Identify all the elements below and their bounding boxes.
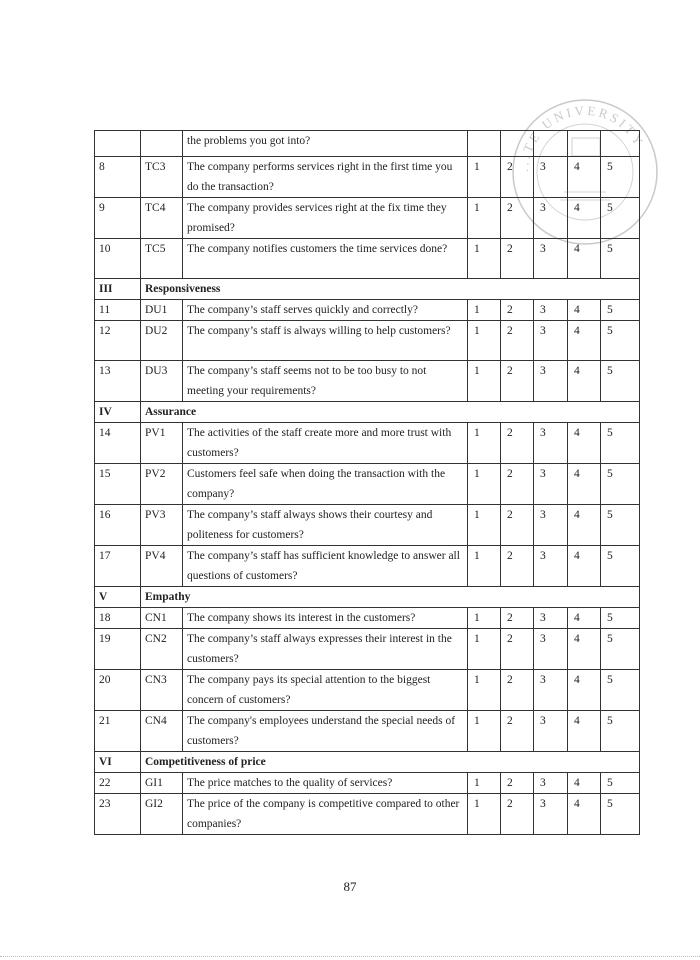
section-roman-numeral: IV bbox=[95, 402, 141, 423]
likert-scale-1: 1 bbox=[468, 198, 501, 239]
question-row bbox=[95, 711, 640, 752]
question-text: The price of the company is competitive compared to other companies? bbox=[183, 794, 468, 835]
question-text: The company’s staff always shows their courtesy and politeness for customers? bbox=[183, 505, 468, 546]
likert-scale-2: 2 bbox=[501, 670, 534, 711]
likert-scale-3: 3 bbox=[534, 608, 568, 629]
likert-scale-4: 4 bbox=[568, 361, 601, 402]
item-number: 19 bbox=[95, 629, 141, 670]
likert-scale-4: 4 bbox=[568, 505, 601, 546]
question-row bbox=[95, 239, 640, 279]
question-text: The company's employees understand the special needs of customers? bbox=[183, 711, 468, 752]
question-row bbox=[95, 794, 640, 835]
likert-scale-3: 3 bbox=[534, 157, 568, 198]
likert-scale-3: 3 bbox=[534, 239, 568, 279]
item-code: PV2 bbox=[141, 464, 183, 505]
question-text: The activities of the staff create more and more trust with customers? bbox=[183, 423, 468, 464]
question-row bbox=[95, 198, 640, 239]
likert-scale-4: 4 bbox=[568, 423, 601, 464]
section-title: Competitiveness of price bbox=[141, 752, 640, 773]
likert-scale-4: 4 bbox=[568, 157, 601, 198]
likert-scale-1: 1 bbox=[468, 711, 501, 752]
likert-scale-2: 2 bbox=[501, 629, 534, 670]
likert-scale-3: 3 bbox=[534, 464, 568, 505]
likert-scale-2: 2 bbox=[501, 794, 534, 835]
likert-scale-3 bbox=[534, 131, 568, 157]
likert-scale-4: 4 bbox=[568, 670, 601, 711]
likert-scale-4: 4 bbox=[568, 464, 601, 505]
likert-scale-2: 2 bbox=[501, 239, 534, 279]
question-text: The company’s staff always expresses their interest in the customers? bbox=[183, 629, 468, 670]
likert-scale-1: 1 bbox=[468, 423, 501, 464]
likert-scale-2: 2 bbox=[501, 773, 534, 794]
likert-scale-3: 3 bbox=[534, 670, 568, 711]
likert-scale-5: 5 bbox=[601, 608, 640, 629]
likert-scale-2: 2 bbox=[501, 361, 534, 402]
item-code: PV1 bbox=[141, 423, 183, 464]
likert-scale-4: 4 bbox=[568, 321, 601, 361]
item-code: TC4 bbox=[141, 198, 183, 239]
question-row bbox=[95, 670, 640, 711]
likert-scale-2: 2 bbox=[501, 423, 534, 464]
question-row bbox=[95, 505, 640, 546]
likert-scale-5: 5 bbox=[601, 464, 640, 505]
likert-scale-3: 3 bbox=[534, 711, 568, 752]
likert-scale-3: 3 bbox=[534, 546, 568, 587]
question-text: The company performs services right in the first time you do the transaction? bbox=[183, 157, 468, 198]
section-header-row bbox=[95, 402, 640, 423]
likert-scale-5: 5 bbox=[601, 321, 640, 361]
item-number: 17 bbox=[95, 546, 141, 587]
likert-scale-4 bbox=[568, 131, 601, 157]
item-number: 18 bbox=[95, 608, 141, 629]
item-number: 13 bbox=[95, 361, 141, 402]
likert-scale-4: 4 bbox=[568, 711, 601, 752]
question-row bbox=[95, 321, 640, 361]
section-roman-numeral: V bbox=[95, 587, 141, 608]
likert-scale-3: 3 bbox=[534, 794, 568, 835]
question-row bbox=[95, 157, 640, 198]
item-number: 12 bbox=[95, 321, 141, 361]
likert-scale-3: 3 bbox=[534, 773, 568, 794]
item-code: TC5 bbox=[141, 239, 183, 279]
section-header-row bbox=[95, 752, 640, 773]
item-number: 14 bbox=[95, 423, 141, 464]
likert-scale-4: 4 bbox=[568, 300, 601, 321]
question-text: the problems you got into? bbox=[183, 131, 468, 157]
question-text: The company’s staff has sufficient knowledge to answer all questions of customers? bbox=[183, 546, 468, 587]
likert-scale-1: 1 bbox=[468, 670, 501, 711]
likert-scale-1: 1 bbox=[468, 464, 501, 505]
likert-scale-2: 2 bbox=[501, 546, 534, 587]
item-number: 20 bbox=[95, 670, 141, 711]
likert-scale-1: 1 bbox=[468, 361, 501, 402]
likert-scale-5: 5 bbox=[601, 670, 640, 711]
question-text: The price matches to the quality of services? bbox=[183, 773, 468, 794]
item-number: 10 bbox=[95, 239, 141, 279]
item-code: CN1 bbox=[141, 608, 183, 629]
question-text: The company provides services right at the fix time they promised? bbox=[183, 198, 468, 239]
likert-scale-5: 5 bbox=[601, 629, 640, 670]
likert-scale-5 bbox=[601, 131, 640, 157]
item-number: 16 bbox=[95, 505, 141, 546]
item-code: GI2 bbox=[141, 794, 183, 835]
likert-scale-2: 2 bbox=[501, 464, 534, 505]
likert-scale-3: 3 bbox=[534, 321, 568, 361]
likert-scale-5: 5 bbox=[601, 239, 640, 279]
likert-scale-1: 1 bbox=[468, 773, 501, 794]
question-text: The company shows its interest in the customers? bbox=[183, 608, 468, 629]
likert-scale-4: 4 bbox=[568, 198, 601, 239]
item-number: 15 bbox=[95, 464, 141, 505]
likert-scale-2: 2 bbox=[501, 157, 534, 198]
likert-scale-5: 5 bbox=[601, 423, 640, 464]
question-text: The company notifies customers the time services done? bbox=[183, 239, 468, 279]
likert-scale-2: 2 bbox=[501, 711, 534, 752]
item-number: 21 bbox=[95, 711, 141, 752]
section-title: Empathy bbox=[141, 587, 640, 608]
likert-scale-1: 1 bbox=[468, 546, 501, 587]
likert-scale-2: 2 bbox=[501, 198, 534, 239]
question-text: The company’s staff seems not to be too busy to not meeting your requirements? bbox=[183, 361, 468, 402]
likert-scale-3: 3 bbox=[534, 198, 568, 239]
likert-scale-3: 3 bbox=[534, 300, 568, 321]
likert-scale-2: 2 bbox=[501, 505, 534, 546]
item-code: PV3 bbox=[141, 505, 183, 546]
likert-scale-2: 2 bbox=[501, 321, 534, 361]
likert-scale-5: 5 bbox=[601, 300, 640, 321]
likert-scale-3: 3 bbox=[534, 423, 568, 464]
likert-scale-4: 4 bbox=[568, 794, 601, 835]
question-text: The company’s staff serves quickly and correctly? bbox=[183, 300, 468, 321]
item-code: CN2 bbox=[141, 629, 183, 670]
page-bottom-rule bbox=[0, 956, 700, 957]
question-row bbox=[95, 131, 640, 157]
item-code: CN4 bbox=[141, 711, 183, 752]
likert-scale-1: 1 bbox=[468, 321, 501, 361]
question-row bbox=[95, 773, 640, 794]
item-code: DU2 bbox=[141, 321, 183, 361]
item-code bbox=[141, 131, 183, 157]
likert-scale-3: 3 bbox=[534, 361, 568, 402]
likert-scale-5: 5 bbox=[601, 361, 640, 402]
likert-scale-5: 5 bbox=[601, 773, 640, 794]
likert-scale-5: 5 bbox=[601, 546, 640, 587]
likert-scale-5: 5 bbox=[601, 198, 640, 239]
question-text: The company pays its special attention to the biggest concern of customers? bbox=[183, 670, 468, 711]
question-row bbox=[95, 300, 640, 321]
likert-scale-2 bbox=[501, 131, 534, 157]
section-title: Responsiveness bbox=[141, 279, 640, 300]
likert-scale-4: 4 bbox=[568, 629, 601, 670]
section-header-row bbox=[95, 587, 640, 608]
likert-scale-4: 4 bbox=[568, 773, 601, 794]
section-roman-numeral: VI bbox=[95, 752, 141, 773]
item-code: TC3 bbox=[141, 157, 183, 198]
likert-scale-1 bbox=[468, 131, 501, 157]
likert-scale-4: 4 bbox=[568, 546, 601, 587]
likert-scale-1: 1 bbox=[468, 608, 501, 629]
survey-table bbox=[94, 130, 640, 835]
likert-scale-4: 4 bbox=[568, 239, 601, 279]
question-row bbox=[95, 361, 640, 402]
question-row bbox=[95, 464, 640, 505]
item-code: GI1 bbox=[141, 773, 183, 794]
question-row bbox=[95, 546, 640, 587]
question-text: The company’s staff is always willing to help customers? bbox=[183, 321, 468, 361]
likert-scale-2: 2 bbox=[501, 608, 534, 629]
likert-scale-3: 3 bbox=[534, 505, 568, 546]
likert-scale-5: 5 bbox=[601, 711, 640, 752]
likert-scale-1: 1 bbox=[468, 629, 501, 670]
item-number: 9 bbox=[95, 198, 141, 239]
likert-scale-1: 1 bbox=[468, 794, 501, 835]
item-number: 11 bbox=[95, 300, 141, 321]
likert-scale-2: 2 bbox=[501, 300, 534, 321]
item-code: CN3 bbox=[141, 670, 183, 711]
item-code: PV4 bbox=[141, 546, 183, 587]
item-code: DU1 bbox=[141, 300, 183, 321]
item-number: 23 bbox=[95, 794, 141, 835]
seal-text: ...TE UNIVERSITY bbox=[515, 102, 648, 173]
question-text: Customers feel safe when doing the transaction with the company? bbox=[183, 464, 468, 505]
likert-scale-5: 5 bbox=[601, 794, 640, 835]
item-number: 22 bbox=[95, 773, 141, 794]
item-number: 8 bbox=[95, 157, 141, 198]
question-row bbox=[95, 629, 640, 670]
page-number: 87 bbox=[343, 879, 357, 894]
question-row bbox=[95, 608, 640, 629]
likert-scale-3: 3 bbox=[534, 629, 568, 670]
likert-scale-4: 4 bbox=[568, 608, 601, 629]
section-header-row bbox=[95, 279, 640, 300]
item-number bbox=[95, 131, 141, 157]
likert-scale-1: 1 bbox=[468, 505, 501, 546]
question-row bbox=[95, 423, 640, 464]
likert-scale-1: 1 bbox=[468, 300, 501, 321]
section-title: Assurance bbox=[141, 402, 640, 423]
likert-scale-5: 5 bbox=[601, 157, 640, 198]
likert-scale-5: 5 bbox=[601, 505, 640, 546]
item-code: DU3 bbox=[141, 361, 183, 402]
likert-scale-1: 1 bbox=[468, 157, 501, 198]
section-roman-numeral: III bbox=[95, 279, 141, 300]
likert-scale-1: 1 bbox=[468, 239, 501, 279]
survey-table-body bbox=[95, 131, 640, 835]
